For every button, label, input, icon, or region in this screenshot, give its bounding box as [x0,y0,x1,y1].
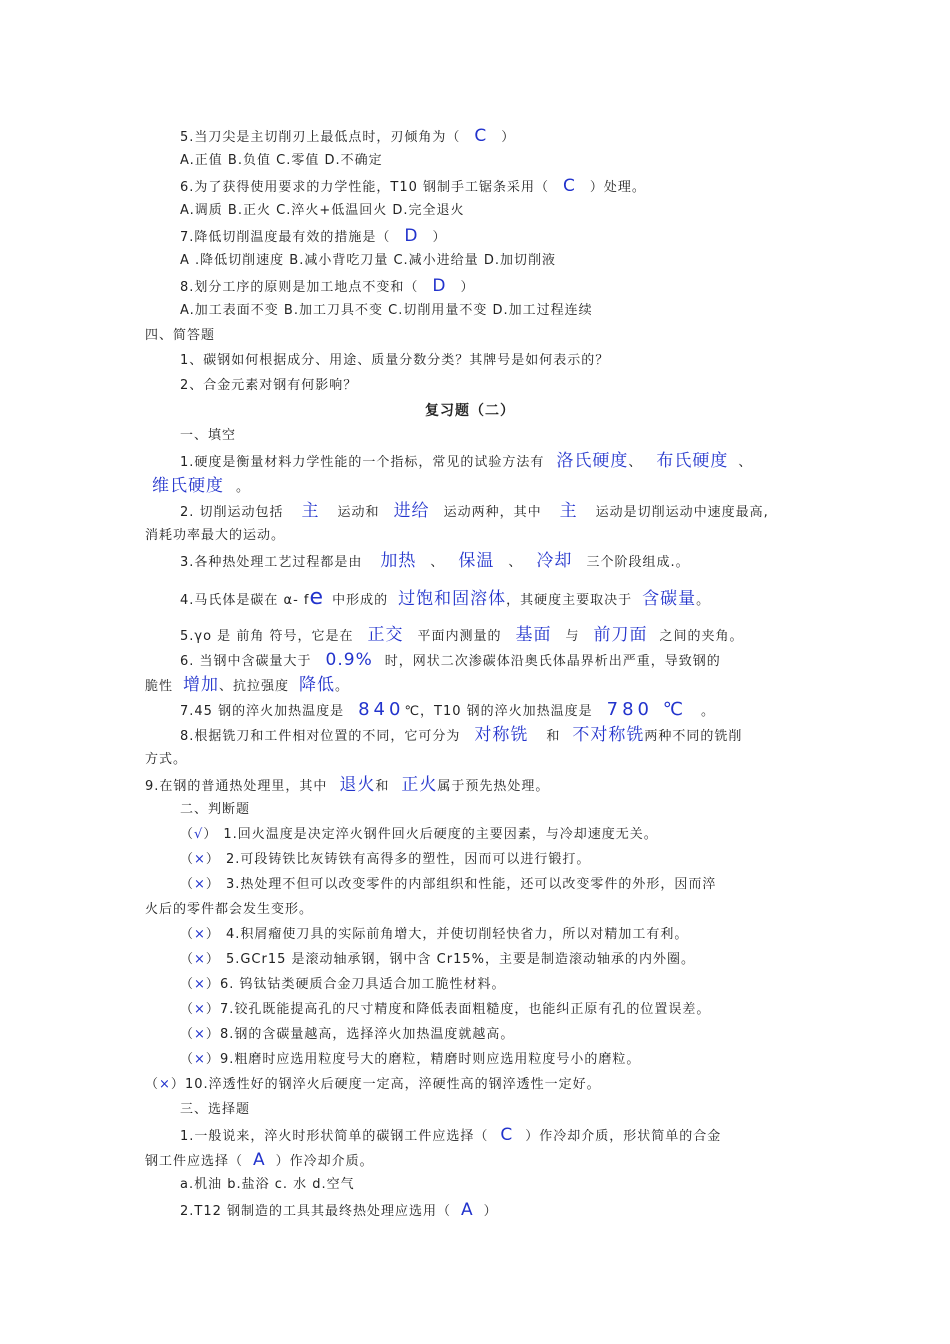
question-text: 1.硬度是衡量材料力学性能的一个指标，常见的试验方法有 [180,455,545,470]
judge-text: 1.回火温度是决定淬火钢件回火后硬度的主要因素，与冷却速度无关。 [223,827,658,842]
question-text: 7.降低切削温度最有效的措施是（ [180,230,391,245]
question-text: 和 [375,779,390,794]
fill-q4 [180,585,711,611]
question-text: ，其硬度主要取决于 [506,593,633,608]
question-text: ） [483,1204,498,1219]
question-text: 运动两种，其中 [443,505,542,520]
question-text: 运动和 [337,505,380,520]
answer-text: 对称铣 [474,725,529,745]
choice-q5 [180,126,515,148]
answer-text: A [461,1200,474,1220]
check-mark-icon: √ [194,827,204,842]
judge-text: 6. 钨钛钴类硬质合金刀具适合加工脆性材料。 [219,977,506,992]
answer-text: A [253,1150,266,1170]
question-text: 、 [430,555,445,570]
question-text: 属于预先热处理。 [437,779,550,794]
question-text: 和 [546,729,561,744]
question-text: 2.T12 钢制造的工具其最终热处理应选用（ [180,1204,452,1219]
choice-q7-options: A .降低切削速度 B.减小背吃刀量 C.减小进给量 D.加切削液 [180,253,556,268]
judge-item: （×）6. 钨钛钴类硬质合金刀具适合加工脆性材料。 [180,977,506,992]
answer-text: 前刀面 [593,625,648,645]
question-text: ）处理。 [589,180,646,195]
cross-mark-icon: × [159,1077,171,1092]
judge-text: 4.积屑瘤使刀具的实际前角增大，并使切削轻快省力，所以对精加工有利。 [225,927,689,942]
answer-text: C [563,176,576,196]
judge-item-cont: 火后的零件都会发生变形。 [145,902,314,917]
question-text: 7.45 钢的淬火加热温度是 [180,704,345,719]
question-text: ）作冷却介质，形状简单的合金 [525,1129,722,1144]
answer-text: 布氏硬度 [656,451,729,471]
choice-q6 [180,176,646,198]
judge-text: 7.铰孔既能提高孔的尺寸精度和降低表面粗糙度，也能纠正原有孔的位置误差。 [219,1002,711,1017]
question-text: 。 [335,679,350,694]
choice-q8-options: A.加工表面不变 B.加工刀具不变 C.切削用量不变 D.加工过程连续 [180,303,593,318]
choice-q6-options: A.调质 B.正火 C.淬火+低温回火 D.完全退火 [180,203,465,218]
question-text: 钢工件应选择（ [145,1154,244,1169]
judge-item: （×） 4.积屑瘤使刀具的实际前角增大，并使切削轻快省力，所以对精加工有利。 [180,927,689,942]
section-heading: 三、选择题 [180,1102,251,1117]
question-text: 4.马氏体是碳在 α- f [180,593,310,608]
question-text: 1.一般说来，淬火时形状简单的碳钢工件应选择（ [180,1129,489,1144]
judge-text: 5.GCr15 是滚动轴承钢，钢中含 Cr15%，主要是制造滚动轴承的内外圈。 [225,952,695,967]
question-text: ）作冷却介质。 [275,1154,374,1169]
cross-mark-icon: × [194,1052,206,1067]
answer-text: 0.9% [325,650,373,670]
fill-q3 [180,551,690,573]
cross-mark-icon: × [194,852,206,867]
question-text: 8.根据铣刀和工件相对位置的不同，它可分为 [180,729,461,744]
question-text: 2. 切削运动包括 [180,505,284,520]
question-text: 5.γo 是 前角 符号，它是在 [180,629,354,644]
question-text: 8.划分工序的原则是加工地点不变和（ [180,280,419,295]
fill-q8-cont: 方式。 [145,752,188,767]
question-text: 三个阶段组成.。 [586,555,690,570]
answer-text: D [432,276,447,296]
question-text: 、 [628,455,643,470]
fill-q9 [145,775,549,797]
answer-text: 主 [301,501,320,521]
question-text: 。 [236,480,251,495]
judge-item: （×） 5.GCr15 是滚动轴承钢，钢中含 Cr15%，主要是制造滚动轴承的内外圈。 [180,952,695,967]
answer-text: 维氏硬度 [152,476,224,496]
answer-text: 主 [559,501,578,521]
question-text: 、抗拉强度 [219,679,290,694]
judge-text: 10.淬透性好的钢淬火后硬度一定高，淬硬性高的钢淬透性一定好。 [184,1077,601,1092]
question-text: 平面内测量的 [417,629,502,644]
answer-text: 含碳量 [642,589,697,609]
choice-q7 [180,226,447,248]
question-text: 中形成的 [332,593,389,608]
fill-q1-cont [152,476,250,498]
judge-text: 3.热处理不但可以改变零件的内部组织和性能，还可以改变零件的外形，因而淬 [225,877,717,892]
choice2-q2 [180,1200,498,1222]
question-text: ） [432,230,447,245]
choice2-q1-cont [145,1150,374,1172]
answer-text: 洛氏硬度 [556,451,629,471]
answer-text: 正交 [367,625,404,645]
cross-mark-icon: × [194,977,206,992]
cross-mark-icon: × [194,1027,206,1042]
fill-q2-cont: 消耗功率最大的运动。 [145,528,286,543]
answer-text: 正火 [401,775,438,795]
answer-text: 780 ℃ [606,699,687,720]
judge-item: （×） 3.热处理不但可以改变零件的内部组织和性能，还可以改变零件的外形，因而淬 [180,877,717,892]
answer-text: 进给 [393,501,430,521]
question-text: 脆性 [145,679,174,694]
question-text: 两种不同的铣削 [644,729,743,744]
page-title: 复习题（二） [425,403,515,419]
section-heading: 二、判断题 [180,802,251,817]
short-answer-q1: 1、碳钢如何根据成分、用途、质量分数分类？其牌号是如何表示的？ [180,353,610,368]
fill-q6-cont [145,675,349,697]
question-text: ℃，T10 钢的淬火加热温度是 [404,704,593,719]
judge-text: 8.钢的含碳量越高，选择淬火加热温度就越高。 [219,1027,515,1042]
choice2-q1-options: a.机油 b.盐浴 c. 水 d.空气 [180,1177,355,1192]
answer-text: C [500,1125,514,1145]
question-text: ） [501,130,516,145]
cross-mark-icon: × [194,1002,206,1017]
question-text: 3.各种热处理工艺过程都是由 [180,555,363,570]
choice-q8 [180,276,475,298]
answer-text: C [474,126,488,146]
judge-item: （√） 1.回火温度是决定淬火钢件回火后硬度的主要因素，与冷却速度无关。 [180,827,658,842]
answer-text: 退火 [339,775,376,795]
answer-text: 冷却 [536,551,573,571]
fill-q1 [180,451,752,473]
choice-q5-options: A.正值 B.负值 C.零值 D.不确定 [180,153,383,168]
judge-item: （×）8.钢的含碳量越高，选择淬火加热温度就越高。 [180,1027,515,1042]
fill-q6 [180,650,721,672]
judge-text: 9.粗磨时应选用粒度号大的磨粒，精磨时则应选用粒度号小的磨粒。 [219,1052,641,1067]
answer-text: 增加 [183,675,220,695]
section-heading: 一、填空 [180,428,237,443]
answer-text: D [404,226,419,246]
answer-text: 基面 [515,625,552,645]
choice2-q1 [180,1125,721,1147]
question-text: 5.当刀尖是主切削刃上最低点时，刃倾角为（ [180,130,461,145]
question-text: ） [460,280,475,295]
question-text: 运动是切削运动中速度最高, [595,505,769,520]
fill-q2 [180,501,769,523]
judge-item: （×）7.铰孔既能提高孔的尺寸精度和降低表面粗糙度，也能纠正原有孔的位置误差。 [180,1002,711,1017]
fill-q7 [180,700,715,722]
question-text: 6. 当钢中含碳量大于 [180,654,312,669]
symbol-text: e [309,585,325,610]
question-text: 与 [565,629,580,644]
cross-mark-icon: × [194,927,206,942]
question-text: 。 [696,593,711,608]
short-answer-q2: 2、合金元素对钢有何影响？ [180,378,358,393]
question-text: 、 [738,455,753,470]
section-heading: 四、简答题 [145,328,216,343]
cross-mark-icon: × [194,952,206,967]
fill-q5 [180,625,744,647]
judge-text: 2.可段铸铁比灰铸铁有高得多的塑性，因而可以进行锻打。 [225,852,591,867]
question-text: 之间的夹角。 [659,629,744,644]
judge-item: （×）9.粗磨时应选用粒度号大的磨粒，精磨时则应选用粒度号小的磨粒。 [180,1052,641,1067]
answer-text: 加热 [380,551,417,571]
answer-text: 降低 [299,675,336,695]
judge-item: （×）10.淬透性好的钢淬火后硬度一定高，淬硬性高的钢淬透性一定好。 [145,1077,601,1092]
question-text: 9.在钢的普通热处理里，其中 [145,779,328,794]
judge-item: （×） 2.可段铸铁比灰铸铁有高得多的塑性，因而可以进行锻打。 [180,852,591,867]
fill-q8 [180,725,742,747]
question-text: 时，网状二次渗碳体沿奥氏体晶界析出严重，导致钢的 [384,654,721,669]
cross-mark-icon: × [194,877,206,892]
question-text: 、 [508,555,523,570]
answer-text: 840 [358,699,405,720]
answer-text: 过饱和固溶体 [398,589,507,609]
answer-text: 不对称铣 [572,725,645,745]
question-text: 6.为了获得使用要求的力学性能，T10 钢制手工锯条采用（ [180,180,550,195]
question-text: 。 [700,704,715,719]
answer-text: 保温 [458,551,495,571]
